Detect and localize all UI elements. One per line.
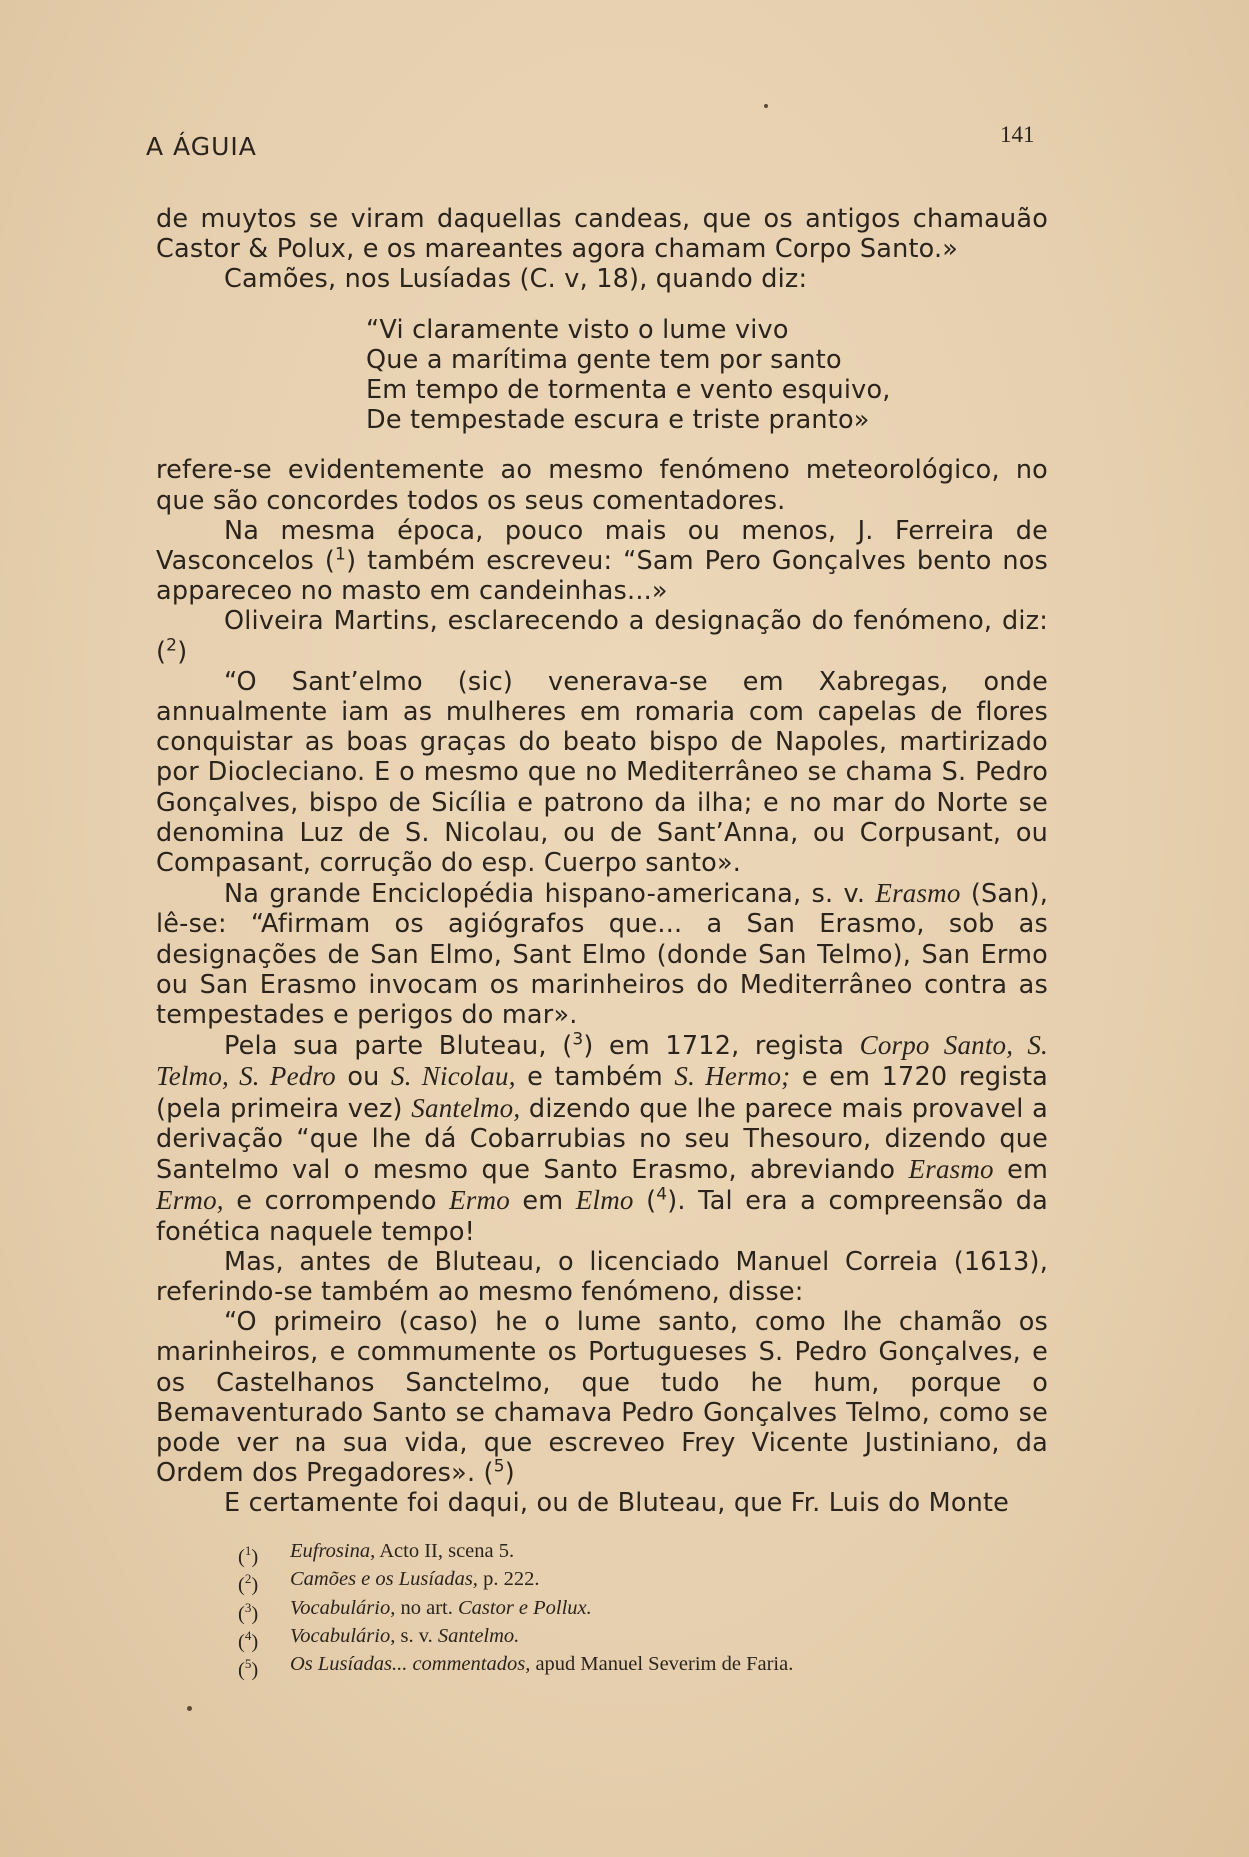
text-run: ou	[335, 1062, 392, 1093]
footnote-ref: 5	[493, 1456, 505, 1477]
footnote-ref: 2	[166, 635, 178, 656]
italic-term: Erasmo	[908, 1154, 994, 1185]
verse-line: De tempestade escura e triste pranto»	[366, 405, 870, 436]
page-number: 141	[1000, 122, 1035, 147]
paragraph: Camões, nos Lusíadas (C. v, 18), quando diz:	[224, 264, 808, 295]
text-run: )	[504, 1458, 515, 1489]
text-run: Pela sua parte Bluteau, (	[224, 1031, 573, 1062]
footnote-ref: 4	[656, 1184, 668, 1205]
text-run: Na mesma época, pouco mais ou menos, J. Ferreira de Vasconcelos (	[156, 515, 1048, 577]
paragraph: E certamente foi daqui, ou de Bluteau, que Fr. Luis do Monte	[224, 1488, 1010, 1519]
text-run: ) também escreveu: “Sam Pero Gonçalves bento nos appareceo no masto em candeinhas...»	[156, 546, 1049, 607]
text-run: Na grande Enciclopédia hispano-americana, s. v.	[224, 879, 876, 910]
footnote	[238, 1568, 1038, 1596]
running-title: A ÁGUIA	[146, 132, 257, 161]
italic-term: Erasmo	[875, 878, 961, 909]
text-run: “O primeiro (caso) he o lume santo, como lhe chamão os marinheiros, e commumente os Portugueses S. Pedro Gonçalves, e os Castelhanos Sanctelmo, que tudo he hum, porque o Bemaventurado Santo se chamava Pedro Gonçalves Telmo, como se pode ver na sua vida, que escreveo Frey Vicente Justiniano, da Ordem dos Pregadores». (	[156, 1307, 1048, 1489]
footnote	[238, 1653, 1038, 1681]
text-run: Oliveira Martins, esclarecendo a designação do fenómeno, diz: (	[156, 606, 1048, 667]
italic-term: Elmo	[575, 1185, 634, 1216]
body-text	[156, 204, 1048, 1519]
footnote	[238, 1597, 1038, 1625]
text-run: dizendo que lhe parece mais provavel a derivação “que lhe dá Cobarrubias no seu Thesouro, dizendo que Santelmo val o mesmo que Santo Erasmo, abreviando	[156, 1093, 1048, 1186]
text-run: e também	[515, 1062, 675, 1093]
ink-speck	[187, 1706, 192, 1711]
text-run: em	[509, 1186, 576, 1217]
footnote-text: Eufrosina, Acto II, scena 5.	[290, 1540, 515, 1562]
paragraph	[156, 1030, 1048, 1246]
paragraph: de muytos se viram daquellas candeas, que os antigos chamauão Castor & Polux, e os mareantes agora chamam Corpo Santo.»	[156, 204, 1048, 265]
italic-term: S. Nicolau,	[391, 1061, 516, 1092]
text-run: e corrompendo	[223, 1186, 450, 1217]
footnote-ref: 1	[335, 544, 347, 565]
footnote-mark: ($^4$)	[238, 1627, 259, 1653]
italic-term: Ermo	[449, 1185, 510, 1216]
text-run: (	[633, 1186, 657, 1217]
paragraph	[156, 606, 1048, 666]
paragraph: “O Sant’elmo (sic) venerava-se em Xabregas, onde annualmente iam as mulheres em romaria com capelas de flores conquistar as boas graças do beato bispo de Napoles, martirizado por Diocleciano. E o mesmo que no Mediterrâneo se chama S. Pedro Gonçalves, bispo de Sicília e patrono da ilha; e no mar do Norte se denomina Luz de S. Nicolau, ou de Sant’Anna, ou Corpusant, ou Compasant, corrução do esp. Cuerpo santo».	[156, 666, 1048, 879]
verse-quote	[366, 315, 1048, 436]
ink-speck	[764, 104, 768, 108]
paragraph	[156, 1307, 1048, 1488]
verse-line: Em tempo de tormenta e vento esquivo,	[366, 375, 891, 406]
paragraph: refere-se evidentemente ao mesmo fenómeno meteorológico, no que são concordes todos os seus comentadores.	[156, 455, 1048, 516]
footnote-mark: ($^1$)	[238, 1543, 259, 1568]
footnote-text: Vocabulário, no art. Castor e Pollux.	[290, 1596, 592, 1619]
italic-term: Corpo Santo, S. Telmo, S. Pedro	[156, 1030, 1048, 1092]
footnote-mark: ($^5$)	[238, 1656, 259, 1682]
italic-term: Santelmo,	[411, 1092, 521, 1123]
footnote-text: Os Lusíadas... commentados, apud Manuel Severim de Faria.	[290, 1653, 794, 1676]
footnote	[238, 1625, 1038, 1653]
text-run: e em 1720 regista (pela primeira vez)	[156, 1062, 1049, 1124]
footnote	[238, 1540, 1038, 1568]
verse-line: “Vi claramente visto o lume vivo	[366, 314, 789, 345]
footnote-ref: 3	[572, 1029, 584, 1050]
text-run: ). Tal era a compreensão da fonética naquele tempo!	[156, 1186, 1048, 1247]
paragraph	[156, 878, 1048, 1030]
footnote-mark: ($^2$)	[238, 1571, 259, 1597]
footnote-mark: ($^3$)	[238, 1599, 259, 1625]
footnote-text: Camões e os Lusíadas, p. 222.	[290, 1568, 540, 1591]
paragraph	[156, 516, 1048, 607]
text-run: ) em 1712, regista	[583, 1031, 860, 1062]
footnote-text: Vocabulário, s. v. Santelmo.	[290, 1624, 520, 1647]
text-run: em	[993, 1155, 1048, 1186]
paragraph: Mas, antes de Bluteau, o licenciado Manuel Correia (1613), referindo-se também ao mesmo fenómeno, disse:	[156, 1246, 1048, 1307]
text-run: )	[177, 636, 188, 667]
italic-term: S. Hermo;	[674, 1061, 791, 1092]
italic-term: Ermo,	[156, 1185, 224, 1216]
footnotes	[238, 1540, 1038, 1682]
text-run: (San), lê-se: “Afirmam os agiógrafos que... a San Erasmo, sob as designações de San Elmo, Sant Elmo (donde San Telmo), San Ermo ou San Erasmo invocam os marinheiros do Mediterrâneo contra as tempestades e perigos do mar».	[156, 879, 1049, 1031]
verse-line: Que a marítima gente tem por santo	[366, 344, 842, 375]
